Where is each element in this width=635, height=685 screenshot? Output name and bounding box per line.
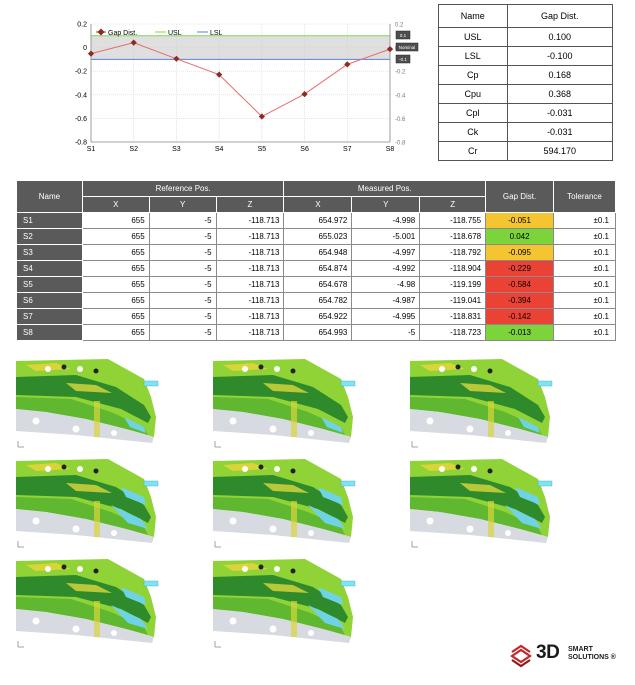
logo-line2: SOLUTIONS ® — [568, 654, 616, 661]
logo-3d-text: 3D — [536, 642, 560, 663]
stats-row — [439, 142, 613, 161]
tag-nominal: Nominal — [398, 45, 416, 50]
meas-z-cell: -118.678 — [420, 229, 486, 245]
ref-y-cell: -5 — [149, 245, 216, 261]
logo-mark-icon — [508, 642, 534, 668]
stats-header-name: Name — [439, 5, 508, 28]
ref-x-cell: 655 — [82, 261, 149, 277]
scan-thumbnail — [213, 357, 363, 452]
meas-y-cell: -4.995 — [352, 309, 420, 325]
stats-label: Cr — [439, 142, 508, 161]
gap-dist-cell: -0.142 — [486, 309, 554, 325]
stats-row — [439, 104, 613, 123]
ref-x-cell: 655 — [82, 213, 149, 229]
scan-thumbnail — [16, 357, 166, 452]
x-tick-label: S5 — [257, 146, 267, 153]
tolerance-cell: ±0.1 — [554, 325, 616, 341]
meas-x-cell: 655.023 — [284, 229, 352, 245]
meas-y-cell: -4.992 — [352, 261, 420, 277]
x-tick-label: S4 — [214, 146, 224, 153]
meas-y-cell: -5.001 — [352, 229, 420, 245]
header-meas-x: X — [284, 197, 352, 213]
stats-row — [439, 47, 613, 66]
row-name-cell: S5 — [17, 277, 83, 293]
gap-dist-cell: -0.229 — [486, 261, 554, 277]
table-row — [17, 261, 616, 277]
stats-label: Cpl — [439, 104, 508, 123]
stats-value: -0.031 — [507, 104, 613, 123]
ref-z-cell: -118.713 — [216, 261, 284, 277]
header-name: Name — [17, 181, 83, 213]
tag-usl: 0.1 — [399, 33, 407, 38]
ref-y-cell: -5 — [149, 229, 216, 245]
ref-y-cell: -5 — [149, 309, 216, 325]
header-meas-z: Z — [420, 197, 486, 213]
meas-y-cell: -4.997 — [352, 245, 420, 261]
legend-usl: USL — [168, 30, 182, 37]
ref-z-cell: -118.713 — [216, 277, 284, 293]
stats-value: -0.100 — [507, 47, 613, 66]
meas-y-cell: -4.98 — [352, 277, 420, 293]
measurement-table — [16, 180, 616, 341]
meas-x-cell: 654.874 — [284, 261, 352, 277]
y-tick-label-right: 0.2 — [395, 22, 404, 29]
x-tick-label: S3 — [172, 146, 181, 153]
y-tick-label-right: -0.8 — [395, 140, 406, 147]
meas-z-cell: -118.755 — [420, 213, 486, 229]
ref-z-cell: -118.713 — [216, 245, 284, 261]
meas-z-cell: -119.041 — [420, 293, 486, 309]
ref-z-cell: -118.713 — [216, 325, 284, 341]
meas-z-cell: -118.723 — [420, 325, 486, 341]
scan-thumbnail — [16, 457, 166, 552]
gap-distance-chart — [0, 0, 432, 160]
data-point — [301, 91, 307, 97]
meas-y-cell: -5 — [352, 325, 420, 341]
chart-y-labels-right — [395, 23, 406, 147]
x-tick-label: S6 — [300, 146, 309, 153]
data-point — [344, 61, 350, 67]
row-name-cell: S3 — [17, 245, 83, 261]
y-tick-label: 0.2 — [77, 21, 87, 29]
x-tick-label: S8 — [385, 146, 395, 153]
ref-z-cell: -118.713 — [216, 229, 284, 245]
header-ref-z: Z — [216, 197, 284, 213]
scan-thumbnail — [16, 557, 166, 652]
stats-row — [439, 66, 613, 85]
header-meas-y: Y — [352, 197, 420, 213]
ref-x-cell: 655 — [82, 309, 149, 325]
ref-y-cell: -5 — [149, 277, 216, 293]
row-name-cell: S1 — [17, 213, 83, 229]
ref-y-cell: -5 — [149, 293, 216, 309]
chart-y-labels — [75, 22, 87, 147]
legend-lsl: LSL — [210, 30, 223, 37]
chart-x-labels — [87, 146, 395, 153]
logo-line1: SMART — [568, 646, 593, 653]
meas-z-cell: -118.831 — [420, 309, 486, 325]
meas-z-cell: -119.199 — [420, 277, 486, 293]
y-tick-label: -0.6 — [74, 115, 87, 123]
ref-y-cell: -5 — [149, 325, 216, 341]
ref-z-cell: -118.713 — [216, 293, 284, 309]
stats-label: LSL — [439, 47, 508, 66]
tolerance-cell: ±0.1 — [554, 245, 616, 261]
meas-y-cell: -4.998 — [352, 213, 420, 229]
gap-dist-cell: -0.095 — [486, 245, 554, 261]
row-name-cell: S6 — [17, 293, 83, 309]
y-tick-label-right: -0.2 — [395, 69, 406, 76]
ref-x-cell: 655 — [82, 277, 149, 293]
header-ref-x: X — [82, 197, 149, 213]
y-tick-label-right: -0.6 — [395, 116, 406, 123]
legend-marker-icon — [97, 28, 104, 35]
table-row — [17, 245, 616, 261]
tolerance-cell: ±0.1 — [554, 229, 616, 245]
table-row — [17, 277, 616, 293]
tolerance-cell: ±0.1 — [554, 309, 616, 325]
logo-subtext — [568, 646, 616, 662]
row-name-cell: S4 — [17, 261, 83, 277]
scan-thumbnail — [213, 457, 363, 552]
scan-thumbnail — [410, 457, 560, 552]
stats-value: 594.170 — [507, 142, 613, 161]
stats-value: 0.368 — [507, 85, 613, 104]
tolerance-cell: ±0.1 — [554, 293, 616, 309]
stats-value: 0.168 — [507, 66, 613, 85]
meas-z-cell: -118.792 — [420, 245, 486, 261]
tag-lsl: -0.1 — [399, 57, 407, 62]
y-tick-label: -0.2 — [74, 68, 87, 76]
row-name-cell: S7 — [17, 309, 83, 325]
meas-x-cell: 654.782 — [284, 293, 352, 309]
x-tick-label: S2 — [129, 146, 138, 153]
company-logo — [508, 642, 618, 668]
ref-y-cell: -5 — [149, 261, 216, 277]
stats-row — [439, 123, 613, 142]
stats-label: Ck — [439, 123, 508, 142]
gap-dist-cell: -0.584 — [486, 277, 554, 293]
scan-thumbnail — [213, 557, 363, 652]
x-tick-label: S7 — [343, 146, 352, 153]
ref-x-cell: 655 — [82, 245, 149, 261]
y-tick-label: -0.4 — [74, 92, 87, 100]
meas-x-cell: 654.922 — [284, 309, 352, 325]
ref-y-cell: -5 — [149, 213, 216, 229]
ref-x-cell: 655 — [82, 293, 149, 309]
stats-label: USL — [439, 28, 508, 47]
stats-value: -0.031 — [507, 123, 613, 142]
table-row — [17, 325, 616, 341]
row-name-cell: S2 — [17, 229, 83, 245]
gap-dist-cell: -0.394 — [486, 293, 554, 309]
stats-label: Cp — [439, 66, 508, 85]
ref-x-cell: 655 — [82, 325, 149, 341]
tolerance-cell: ±0.1 — [554, 277, 616, 293]
header-ref-y: Y — [149, 197, 216, 213]
table-row — [17, 309, 616, 325]
tolerance-cell: ±0.1 — [554, 261, 616, 277]
legend-gap: Gap Dist. — [108, 30, 138, 37]
meas-x-cell: 654.948 — [284, 245, 352, 261]
header-gap-dist: Gap Dist. — [486, 181, 554, 213]
meas-y-cell: -4.987 — [352, 293, 420, 309]
meas-x-cell: 654.972 — [284, 213, 352, 229]
y-tick-label-right: -0.4 — [395, 93, 406, 100]
header-reference-pos: Reference Pos. — [82, 181, 284, 197]
statistics-table — [438, 4, 613, 161]
stats-row — [439, 28, 613, 47]
gap-dist-cell: -0.013 — [486, 325, 554, 341]
gap-dist-cell: 0.042 — [486, 229, 554, 245]
stats-row — [439, 85, 613, 104]
meas-z-cell: -118.904 — [420, 261, 486, 277]
y-tick-label: 0 — [83, 45, 87, 53]
header-measured-pos: Measured Pos. — [284, 181, 486, 197]
ref-z-cell: -118.713 — [216, 213, 284, 229]
ref-x-cell: 655 — [82, 229, 149, 245]
scan-thumbnail — [410, 357, 560, 452]
header-tolerance: Tolerance — [554, 181, 616, 213]
table-row — [17, 229, 616, 245]
chart-side-tags — [396, 31, 418, 63]
stats-header-value: Gap Dist. — [507, 5, 613, 28]
stats-label: Cpu — [439, 85, 508, 104]
meas-x-cell: 654.993 — [284, 325, 352, 341]
y-tick-label: -0.8 — [74, 139, 87, 147]
gap-dist-cell: -0.051 — [486, 213, 554, 229]
ref-z-cell: -118.713 — [216, 309, 284, 325]
table-row — [17, 293, 616, 309]
row-name-cell: S8 — [17, 325, 83, 341]
meas-x-cell: 654.678 — [284, 277, 352, 293]
x-tick-label: S1 — [86, 146, 96, 153]
tolerance-cell: ±0.1 — [554, 213, 616, 229]
table-row — [17, 213, 616, 229]
stats-value: 0.100 — [507, 28, 613, 47]
